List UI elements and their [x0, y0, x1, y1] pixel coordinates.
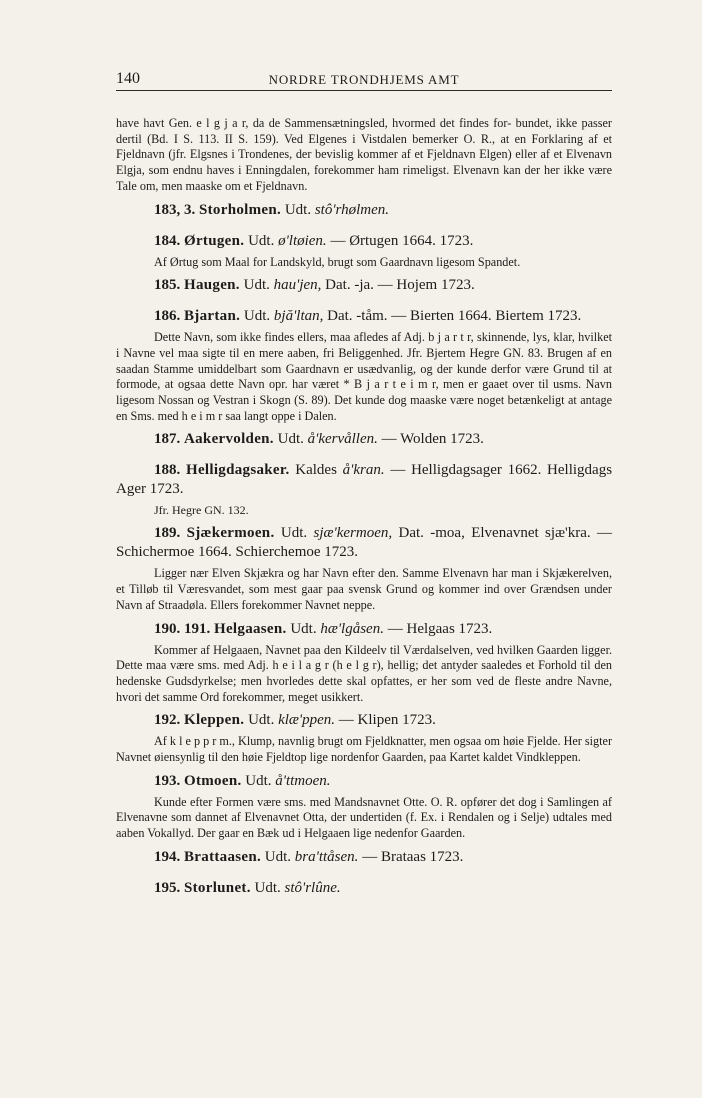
entry-number: 189. — [154, 525, 181, 542]
entry-193 — [116, 772, 612, 791]
intro-line: bundet, ikke passer dertil (Bd. I S. 113. II S. 159). Ved Elgenes i Vistdalen — [116, 116, 612, 146]
historical-forms: — Klipen 1723. — [338, 712, 436, 729]
entry-number: 192. — [154, 712, 181, 729]
intro-line: her ikke være Tale om, men maaske om et Fjeldnavn. — [116, 163, 613, 193]
entry-number: 187. — [154, 431, 181, 448]
entry-186-text: Dette Navn, som ikke findes ellers, maa afledes af Adj. b j a r t r, skinnende, lys, klar, hvilket i Navne vel maa sigte til en mere aaben, fri Beliggenhed. Jfr. Bjertem Hegre GN. 83. Brugen af en saadan Stamme umiddelbart som Gaardnavn er usædvanlig, og der kunde derfor være Grund til at formode, at ogsaa dette Navn opr. har været * B j a r t e i m r, men er gaaet over til usms. Navn ligesom Nossan og Vestran i Skogn (S. 89). Det kunde dog maaske være noget betænkeligt at antage en Sms. med h e i m r saa langt oppe i Dalen. — [116, 330, 612, 423]
farm-name: Otmoen. — [184, 772, 242, 789]
udt-label: Udt. — [264, 848, 292, 865]
entry-194 — [116, 848, 612, 867]
page-header — [116, 66, 612, 91]
historical-forms: — Brataas 1723. — [362, 848, 464, 865]
entry-number: 188. — [154, 462, 181, 479]
farm-name: Kleppen. — [184, 712, 245, 729]
farm-name: Haugen. — [184, 277, 240, 294]
entry-number: 195. — [154, 879, 181, 896]
pronunciation: sjæ'kermoen, — [313, 525, 393, 542]
intro-line: der bevislig kommer af et Fjeldnavn Elgen) eller af et Elvenavn Elgja, som — [116, 147, 613, 178]
historical-forms: Dat. -tåm. — Bierten 1664. Biertem 1723. — [327, 308, 582, 325]
entry-number: 193. — [154, 772, 181, 789]
pronunciation: bjă'ltan, — [273, 308, 324, 325]
udt-label: Udt. — [243, 277, 270, 294]
entry-number: 184. — [154, 232, 181, 249]
intro-line: have havt Gen. e l g j a r, da de Sammensætningsled, hvormed det findes for- — [116, 116, 512, 130]
running-title: NORDRE TRONDHJEMS AMT — [268, 72, 460, 87]
pronunciation: bra'ttåsen. — [294, 848, 359, 865]
udt-label: Udt. — [280, 525, 308, 542]
entry-186 — [116, 307, 612, 326]
entry-number: 194. — [154, 848, 181, 865]
pronunciation: å'kervållen. — [307, 431, 378, 448]
udt-label: Udt. — [248, 712, 275, 729]
farm-name: Storlunet. — [184, 879, 251, 896]
entry-192 — [116, 711, 612, 730]
pronunciation: å'ttmoen. — [275, 772, 331, 789]
farm-name: Helgaasen. — [214, 620, 287, 637]
entry-185 — [116, 276, 612, 295]
entry-190-191 — [116, 620, 612, 639]
entry-192-text: Af k l e p p r m., Klump, navnlig brugt om Fjeldknatter, men ogsaa om høie Fjelde. Her sigter Navnet øiensynlig til den høie Fjeldtop lige nordenfor Gaarden, paa Kartet kaldet Vindkleppen. — [116, 734, 612, 765]
entry-184-text: Af Ørtug som Maal for Landskyld, brugt som Gaardnavn ligesom Spandet. — [154, 254, 521, 269]
farm-name: Helligdagsaker. — [185, 462, 290, 479]
pronunciation: ø'ltøien. — [278, 232, 327, 249]
historical-forms: — Ørtugen 1664. 1723. — [330, 232, 474, 249]
historical-forms: — Helgaas 1723. — [387, 620, 493, 637]
pronunciation: hæ'lgåsen. — [320, 620, 384, 637]
intro-line: bemerker O. R., at en Forklaring af et Fjeldnavn (jfr. Elgsnes i Trondenes, — [116, 131, 613, 162]
entry-189 — [116, 524, 612, 562]
farm-name: Sjækermoen. — [186, 525, 275, 542]
pronunciation: å'kran. — [342, 462, 385, 479]
udt-label: Udt. — [254, 879, 281, 896]
udt-label: Udt. — [245, 772, 272, 789]
pronunciation: stô'rhølmen. — [314, 201, 389, 218]
entry-195 — [116, 879, 612, 898]
farm-name: Aakervolden. — [184, 431, 274, 448]
farm-name: Brattaasen. — [184, 848, 262, 865]
farm-name: Ørtugen. — [184, 232, 245, 249]
udt-label: Udt. — [243, 308, 271, 325]
pronunciation: stô'rlûne. — [284, 879, 341, 896]
intro-line: endnu haves i Enningdalen, forekommer ham rimeligst. Elvenavn kan der — [172, 163, 541, 178]
udt-label: Udt. — [290, 620, 317, 637]
historical-forms: Dat. -moa, Elvenavnet sjæ'kra. — Schichermoe 1664. Schierchemoe 1723. — [116, 525, 613, 561]
entry-number: 183, 3. — [154, 201, 196, 218]
udt-label: Kaldes — [295, 462, 337, 479]
entry-193-text: Kunde efter Formen være sms. med Mandsnavnet Otte. O. R. opfører det dog i Samlingen af Elvenavne som dannet af Elvenavnet Otta, der undertiden (f. Ex. i Rendalen og i Selje) udtales med aaben Vokallyd. Der gaar en Bæk ud i Helgaaen lige nedenfor Gaarden. — [116, 794, 612, 841]
entry-189-text: Ligger nær Elven Skjækra og har Navn efter den. Samme Elvenavn har man i Skjækerelven, et Tilløb til Væresvandet, som mest gaar paa svensk Grund og kommer ind over Grændsen under Navn af Straadøla. Ellers forekommer Navnet neppe. — [116, 566, 612, 612]
page-number: 140 — [116, 70, 140, 87]
page-body — [116, 116, 612, 902]
entry-184 — [116, 232, 612, 251]
entry-183 — [116, 201, 612, 220]
entry-number: 190. 191. — [154, 620, 211, 637]
historical-forms: Dat. -ja. — Hojem 1723. — [325, 277, 475, 294]
pronunciation: hau'jen, — [273, 277, 322, 294]
intro-paragraph — [116, 116, 612, 195]
historical-forms: — Wolden 1723. — [381, 431, 484, 448]
farm-name: Storholmen. — [199, 201, 282, 218]
entry-190-text: Kommer af Helgaaen, Navnet paa den Kildeelv til Værdalselven, ved hvilken Gaarden ligger. Dette maa være sms. med Adj. h e i l a g r (h e l g r), hellig; det antyder saaledes et Forhold til den hedenske Gudsdyrkelse; men hvorledes dette skal opfattes, er her som ved de fleste andre Navne, hvori det samme Ord forekommer, meget usikkert. — [116, 642, 612, 704]
entry-number: 185. — [154, 277, 181, 294]
udt-label: Udt. — [248, 232, 275, 249]
historical-forms: — Helligdagsager 1662. Helligdags Ager 1723. — [116, 462, 613, 498]
udt-label: Udt. — [284, 201, 312, 218]
pronunciation: klæ'ppen. — [278, 712, 336, 729]
entry-number: 186. — [154, 308, 181, 325]
udt-label: Udt. — [277, 431, 304, 448]
farm-name: Bjartan. — [184, 308, 241, 325]
entry-188-note: Jfr. Hegre GN. 132. — [154, 503, 249, 518]
entry-188 — [116, 461, 612, 499]
entry-187 — [116, 430, 612, 449]
